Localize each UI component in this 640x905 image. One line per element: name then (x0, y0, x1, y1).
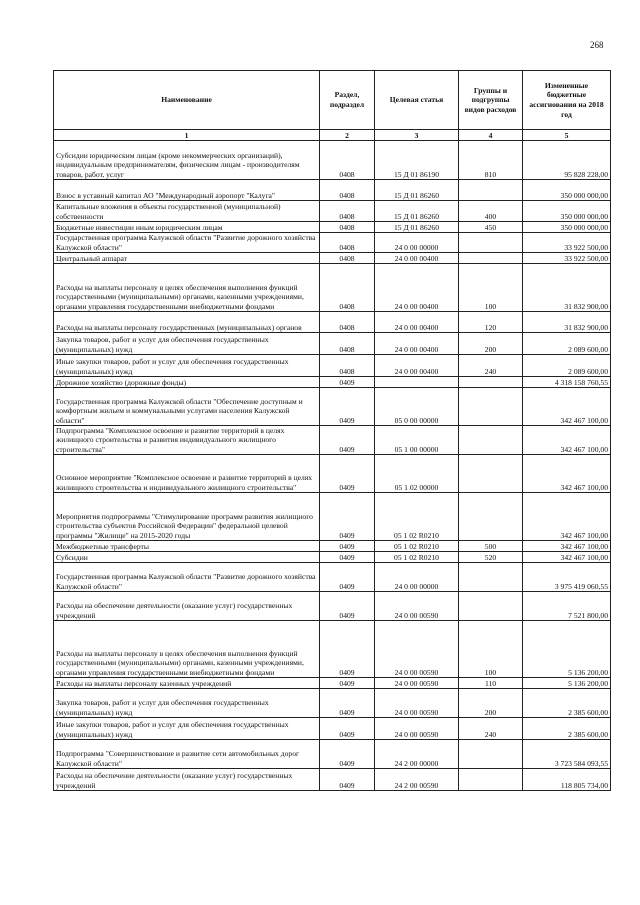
table-row (54, 233, 611, 253)
row-target-cell: 24 2 00 00000 (375, 740, 459, 769)
table-row (54, 592, 611, 621)
row-amount-cell: 5 136 200,00 (523, 621, 611, 678)
row-group-cell: 240 (459, 718, 523, 740)
table-row (54, 388, 611, 426)
table-row (54, 552, 611, 563)
row-amount-cell: 2 385 600,00 (523, 689, 611, 718)
table-header-row (54, 71, 611, 130)
table-row (54, 455, 611, 493)
table-row (54, 541, 611, 552)
row-amount-cell: 33 922 500,00 (523, 233, 611, 253)
row-target-cell: 24 0 00 00400 (375, 312, 459, 333)
row-section-cell: 0408 (320, 233, 375, 253)
row-group-cell (459, 455, 523, 493)
row-amount-cell: 342 467 100,00 (523, 552, 611, 563)
row-group-cell: 400 (459, 201, 523, 222)
page-number: 268 (590, 40, 604, 50)
table-row (54, 621, 611, 678)
table-row (54, 678, 611, 689)
row-group-cell (459, 769, 523, 791)
row-name-cell: Взнос в уставный капитал АО "Международный аэропорт "Калуга" (54, 180, 320, 201)
row-group-cell: 520 (459, 552, 523, 563)
row-target-cell: 15 Д 01 86190 (375, 141, 459, 180)
row-name-cell: Закупка товаров, работ и услуг для обеспечения государственных (муниципальных) нужд (54, 689, 320, 718)
row-group-cell: 500 (459, 541, 523, 552)
row-name-cell: Бюджетные инвестиции иным юридическим лицам (54, 222, 320, 233)
row-target-cell: 24 0 00 00590 (375, 621, 459, 678)
row-group-cell (459, 592, 523, 621)
row-amount-cell: 33 922 500,00 (523, 253, 611, 264)
table-row (54, 355, 611, 377)
table-row (54, 333, 611, 355)
row-name-cell: Расходы на выплаты персоналу государственных (муниципальных) органов (54, 312, 320, 333)
table-row (54, 312, 611, 333)
row-section-cell: 0409 (320, 621, 375, 678)
row-amount-cell: 350 000 000,00 (523, 222, 611, 233)
row-target-cell: 24 0 00 00590 (375, 592, 459, 621)
row-target-cell: 24 0 00 00400 (375, 333, 459, 355)
row-amount-cell: 2 089 600,00 (523, 355, 611, 377)
row-target-cell: 24 0 00 00400 (375, 253, 459, 264)
row-group-cell (459, 563, 523, 592)
column-number: 1 (54, 130, 320, 141)
header-section: Раздел, подраздел (320, 71, 375, 130)
row-target-cell: 15 Д 01 86260 (375, 180, 459, 201)
row-section-cell: 0409 (320, 592, 375, 621)
row-target-cell: 05 1 00 00000 (375, 426, 459, 455)
row-name-cell: Иные закупки товаров, работ и услуг для обеспечения государственных (муниципальных) нужд (54, 718, 320, 740)
row-section-cell: 0408 (320, 355, 375, 377)
table-row (54, 493, 611, 541)
table-row (54, 377, 611, 388)
row-amount-cell: 118 805 734,00 (523, 769, 611, 791)
row-name-cell: Расходы на обеспечение деятельности (оказание услуг) государственных учреждений (54, 769, 320, 791)
row-group-cell: 120 (459, 312, 523, 333)
row-section-cell: 0408 (320, 180, 375, 201)
budget-table (53, 70, 611, 791)
row-amount-cell: 95 828 228,00 (523, 141, 611, 180)
column-number: 5 (523, 130, 611, 141)
row-group-cell (459, 388, 523, 426)
row-amount-cell: 31 832 900,00 (523, 264, 611, 312)
row-section-cell: 0409 (320, 377, 375, 388)
table-row (54, 740, 611, 769)
row-name-cell: Мероприятия подпрограммы "Стимулирование программ развития жилищного строительства субъектов Российской Федерации" федеральной целевой программы "Жилище" на 2015-2020 годы (54, 493, 320, 541)
table-row (54, 718, 611, 740)
row-name-cell: Капитальные вложения в объекты государственной (муниципальной) собственности (54, 201, 320, 222)
row-name-cell: Расходы на выплаты персоналу казенных учреждений (54, 678, 320, 689)
row-amount-cell: 3 723 584 093,55 (523, 740, 611, 769)
row-name-cell: Государственная программа Калужской области "Обеспечение доступным и комфортным жильем и коммунальными услугами населения Калужской области" (54, 388, 320, 426)
row-section-cell: 0408 (320, 333, 375, 355)
row-amount-cell: 7 521 800,00 (523, 592, 611, 621)
row-name-cell: Подпрограмма "Комплексное освоение и развитие территорий в целях жилищного строительства и развития индивидуального жилищного строительства" (54, 426, 320, 455)
row-amount-cell: 350 000 000,00 (523, 180, 611, 201)
row-target-cell: 05 1 02 R0210 (375, 493, 459, 541)
row-target-cell: 24 0 00 00400 (375, 355, 459, 377)
header-target: Целевая статья (375, 71, 459, 130)
row-target-cell: 24 0 00 00590 (375, 718, 459, 740)
table-body (54, 141, 611, 791)
table-row (54, 141, 611, 180)
row-section-cell: 0409 (320, 426, 375, 455)
row-section-cell: 0408 (320, 264, 375, 312)
row-name-cell: Государственная программа Калужской области "Развитие дорожного хозяйства Калужской области" (54, 233, 320, 253)
row-name-cell: Подпрограмма "Совершенствование и развитие сети автомобильных дорог Калужской области" (54, 740, 320, 769)
table-row (54, 769, 611, 791)
table-row (54, 426, 611, 455)
row-target-cell: 05 0 00 00000 (375, 388, 459, 426)
row-section-cell: 0409 (320, 678, 375, 689)
table-row (54, 222, 611, 233)
row-group-cell: 200 (459, 333, 523, 355)
row-group-cell: 240 (459, 355, 523, 377)
row-amount-cell: 4 318 158 760,55 (523, 377, 611, 388)
row-section-cell: 0409 (320, 740, 375, 769)
row-name-cell: Расходы на обеспечение деятельности (оказание услуг) государственных учреждений (54, 592, 320, 621)
row-section-cell: 0408 (320, 141, 375, 180)
row-group-cell: 100 (459, 264, 523, 312)
row-section-cell: 0409 (320, 388, 375, 426)
row-name-cell: Субсидии (54, 552, 320, 563)
row-name-cell: Иные закупки товаров, работ и услуг для обеспечения государственных (муниципальных) нужд (54, 355, 320, 377)
row-section-cell: 0408 (320, 312, 375, 333)
row-target-cell: 24 2 00 00590 (375, 769, 459, 791)
row-section-cell: 0409 (320, 541, 375, 552)
table-row (54, 689, 611, 718)
row-name-cell: Межбюджетные трансферты (54, 541, 320, 552)
row-name-cell: Основное мероприятие "Комплексное освоение и развитие территорий в целях жилищного строительства и индивидуального жилищного строительства" (54, 455, 320, 493)
table-row (54, 180, 611, 201)
row-section-cell: 0408 (320, 222, 375, 233)
row-section-cell: 0409 (320, 718, 375, 740)
column-number: 3 (375, 130, 459, 141)
row-target-cell: 15 Д 01 86260 (375, 201, 459, 222)
row-amount-cell: 31 832 900,00 (523, 312, 611, 333)
row-section-cell: 0409 (320, 769, 375, 791)
row-group-cell: 100 (459, 621, 523, 678)
row-amount-cell: 342 467 100,00 (523, 388, 611, 426)
row-name-cell: Государственная программа Калужской области "Развитие дорожного хозяйства Калужской области" (54, 563, 320, 592)
table-row (54, 201, 611, 222)
row-group-cell: 450 (459, 222, 523, 233)
header-groups: Группы и подгруппы видов расходов (459, 71, 523, 130)
row-name-cell: Расходы на выплаты персоналу в целях обеспечения выполнения функций государственными (муниципальными) органами, казенными учреждениями, органами управления государственными внебюджетными фондами (54, 621, 320, 678)
row-amount-cell: 342 467 100,00 (523, 493, 611, 541)
header-name: Наименование (54, 71, 320, 130)
row-group-cell (459, 426, 523, 455)
row-name-cell: Центральный аппарат (54, 253, 320, 264)
column-number-row (54, 130, 611, 141)
row-target-cell: 05 1 02 R0210 (375, 541, 459, 552)
row-group-cell (459, 180, 523, 201)
row-section-cell: 0409 (320, 689, 375, 718)
column-number: 2 (320, 130, 375, 141)
header-amount: Измененные бюджетные ассигнования на 2018 год (523, 71, 611, 130)
row-amount-cell: 2 089 600,00 (523, 333, 611, 355)
table-row (54, 563, 611, 592)
row-group-cell (459, 253, 523, 264)
row-name-cell: Субсидии юридическим лицам (кроме некоммерческих организаций), индивидуальным предпринимателям, физическим лицам - производителям товаров, работ, услуг (54, 141, 320, 180)
row-amount-cell: 3 975 419 060,55 (523, 563, 611, 592)
row-name-cell: Закупка товаров, работ и услуг для обеспечения государственных (муниципальных) нужд (54, 333, 320, 355)
row-group-cell (459, 233, 523, 253)
row-target-cell: 24 0 00 00400 (375, 264, 459, 312)
row-name-cell: Расходы на выплаты персоналу в целях обеспечения выполнения функций государственными (муниципальными) органами, казенными учреждениями, органами управления государственными внебюджетными фондами (54, 264, 320, 312)
row-target-cell: 05 1 02 R0210 (375, 552, 459, 563)
row-section-cell: 0408 (320, 201, 375, 222)
row-target-cell: 15 Д 01 86260 (375, 222, 459, 233)
row-amount-cell: 5 136 200,00 (523, 678, 611, 689)
row-group-cell (459, 377, 523, 388)
row-target-cell: 24 0 00 00590 (375, 678, 459, 689)
table-row (54, 253, 611, 264)
row-section-cell: 0408 (320, 253, 375, 264)
row-target-cell: 24 0 00 00590 (375, 689, 459, 718)
row-group-cell (459, 493, 523, 541)
row-amount-cell: 342 467 100,00 (523, 541, 611, 552)
column-number: 4 (459, 130, 523, 141)
row-amount-cell: 350 000 000,00 (523, 201, 611, 222)
row-section-cell: 0409 (320, 455, 375, 493)
row-section-cell: 0409 (320, 563, 375, 592)
row-name-cell: Дорожное хозяйство (дорожные фонды) (54, 377, 320, 388)
row-amount-cell: 342 467 100,00 (523, 426, 611, 455)
row-group-cell (459, 740, 523, 769)
row-group-cell: 810 (459, 141, 523, 180)
table-row (54, 264, 611, 312)
row-target-cell: 05 1 02 00000 (375, 455, 459, 493)
row-amount-cell: 342 467 100,00 (523, 455, 611, 493)
row-target-cell: 24 0 00 00000 (375, 233, 459, 253)
row-group-cell: 110 (459, 678, 523, 689)
row-target-cell (375, 377, 459, 388)
row-section-cell: 0409 (320, 493, 375, 541)
row-group-cell: 200 (459, 689, 523, 718)
row-section-cell: 0409 (320, 552, 375, 563)
row-amount-cell: 2 385 600,00 (523, 718, 611, 740)
row-target-cell: 24 0 00 00000 (375, 563, 459, 592)
